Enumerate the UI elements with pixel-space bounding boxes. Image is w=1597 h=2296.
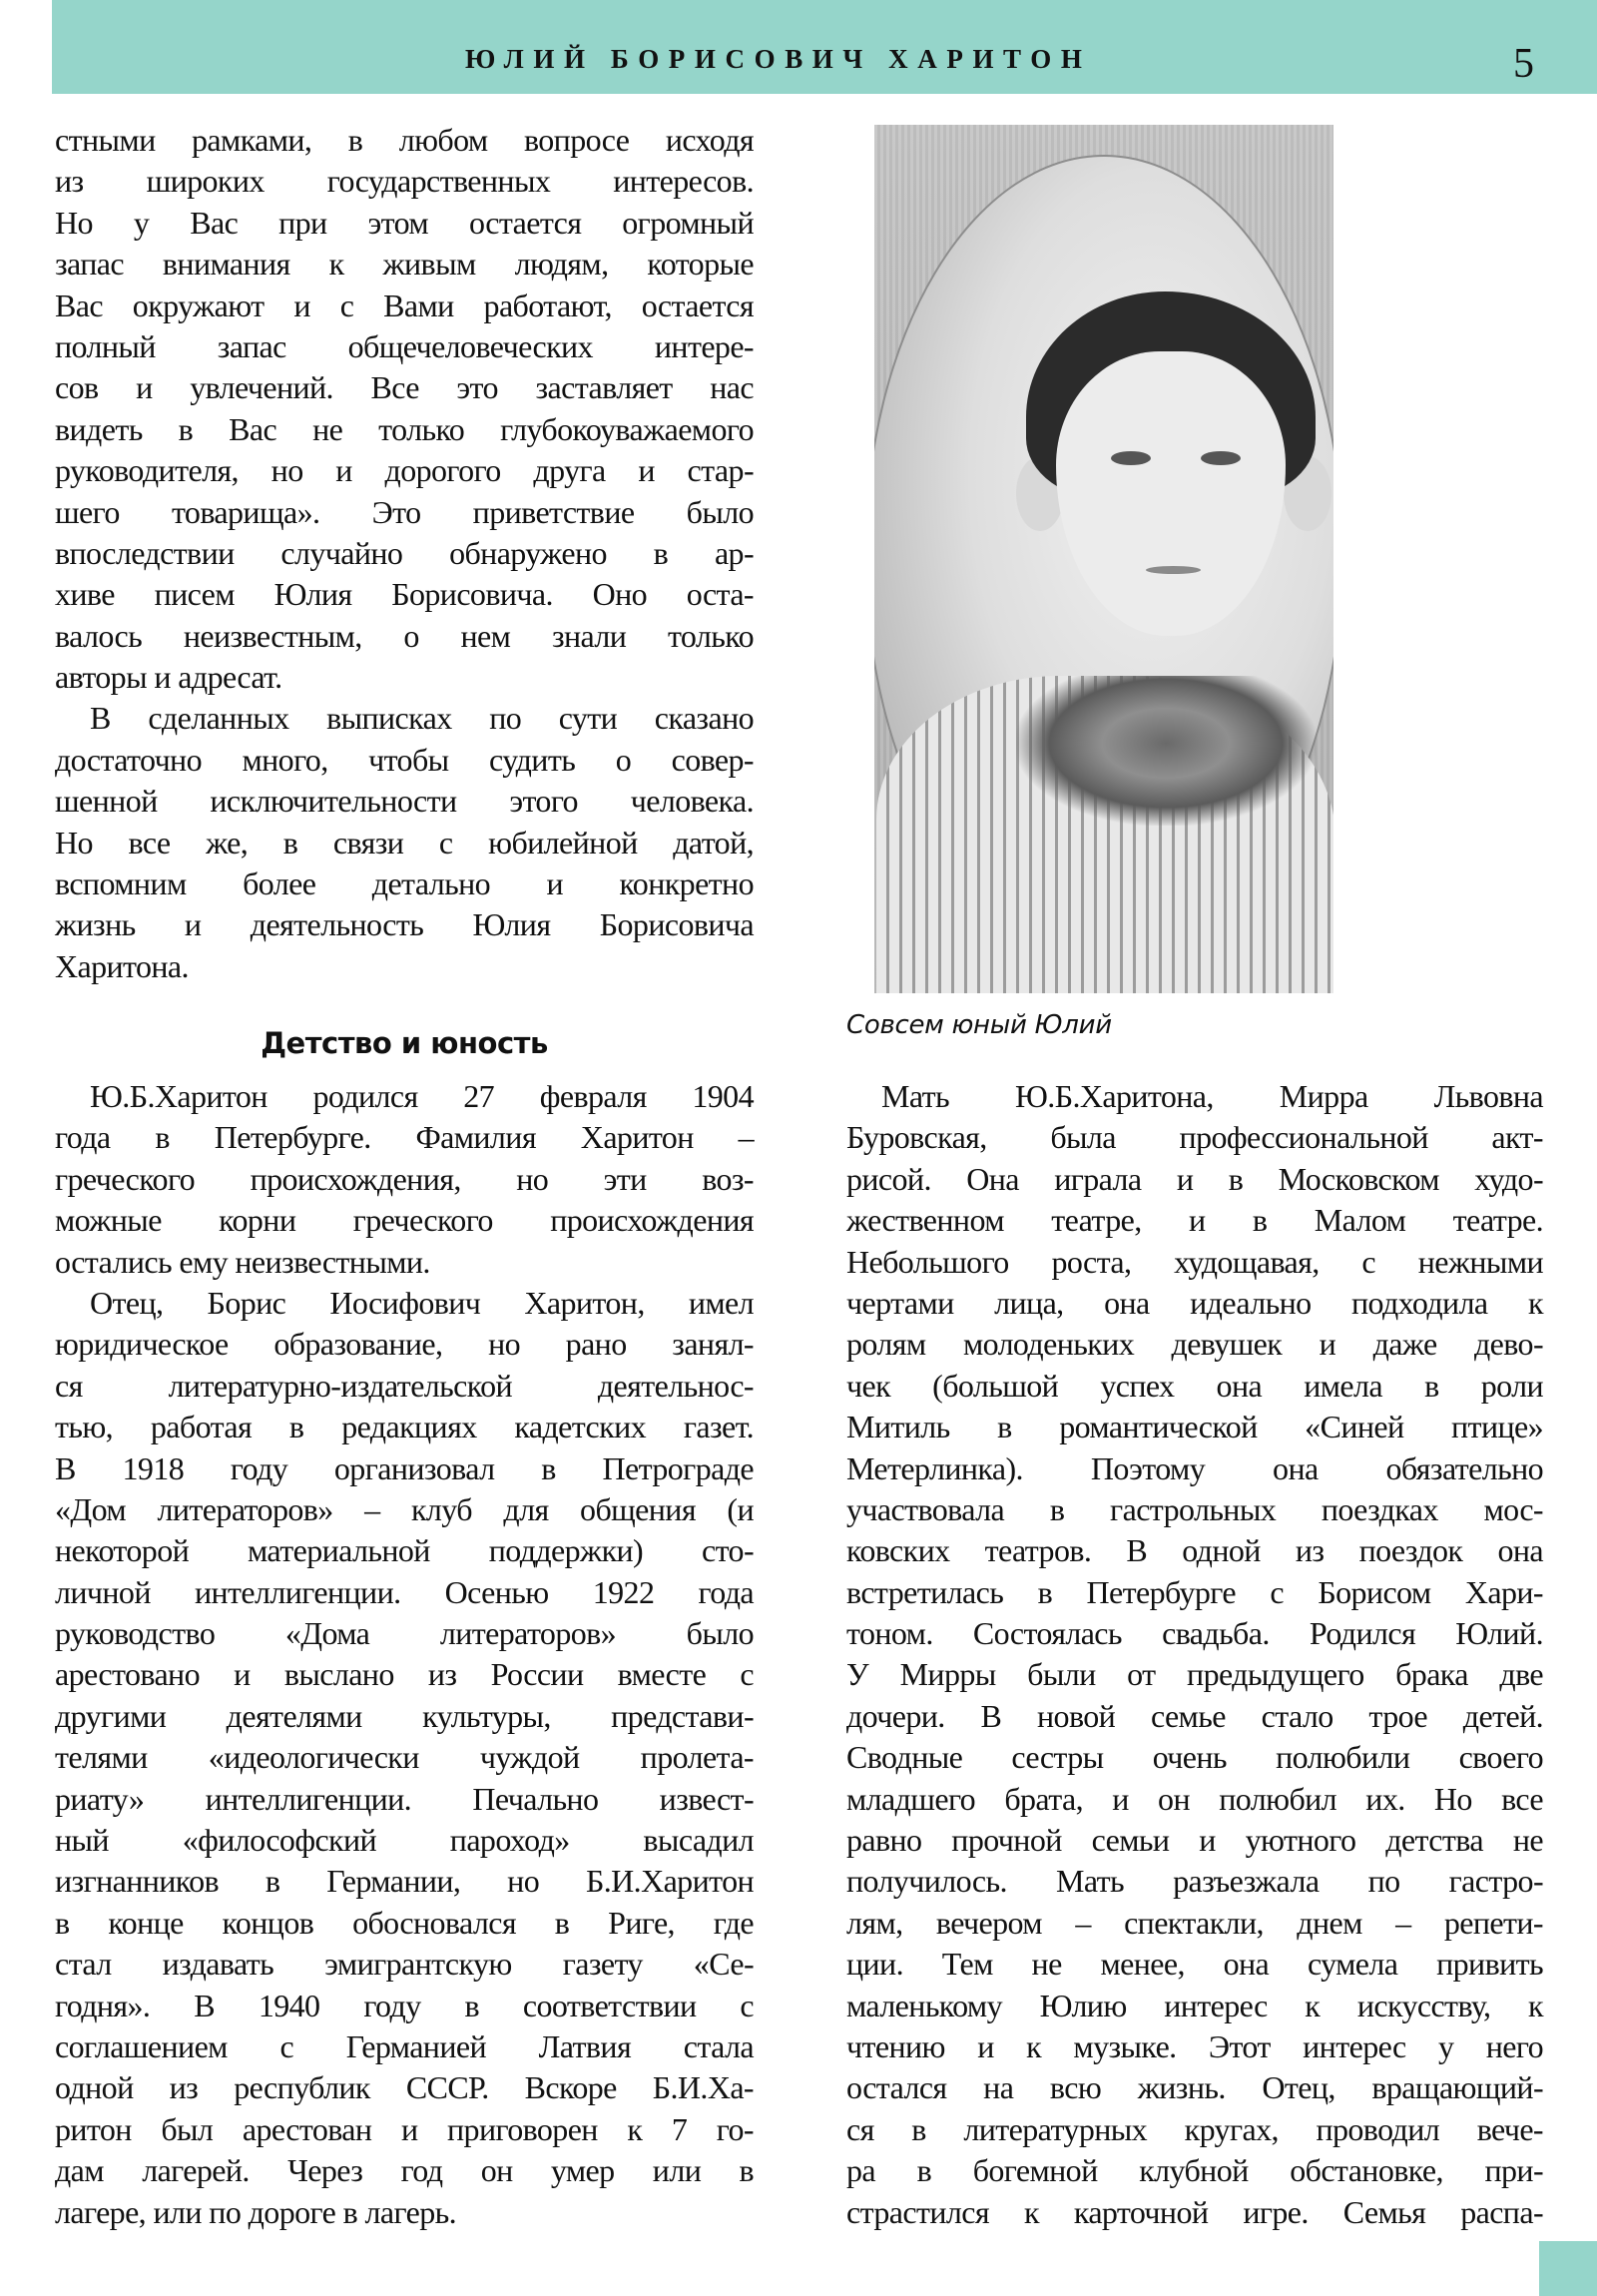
text-line: дочери. В новой семье стало трое детей. [846,1697,1543,1734]
text-line: шенной исключительности этого человека. [55,783,754,820]
text-line: Ю.Б.Харитон родился 27 февраля 1904 [90,1078,754,1114]
text-line: можные корни греческого происхождения [55,1202,754,1239]
eye [1111,451,1151,465]
text-line: арестовано и выслано из России вместе с [55,1656,754,1693]
text-line: лагере, или по дороге в лагерь. [55,2193,456,2230]
text-line: страстился к карточной игре. Семья распа- [846,2193,1543,2230]
text-line: ра в богемной клубной обстановке, при- [846,2152,1543,2189]
text-line: Мать Ю.Б.Харитона, Мирра Львовна [881,1078,1543,1114]
text-line: маленькому Юлию интерес к искусству, к [846,1987,1543,2023]
text-line: жественном театре, и в Малом театре. [846,1202,1543,1239]
mouth [1146,566,1201,574]
page-number: 5 [1513,41,1534,87]
text-line: в конце концов обосновался в Риге, где [55,1904,754,1941]
text-line: Отец, Борис Иосифович Харитон, имел [90,1284,754,1321]
text-line: тоном. Состоялась свадьба. Родился Юлий. [846,1615,1543,1652]
left-column-intro [55,120,754,987]
text-line: участвовала в гастрольных поездках мос- [846,1490,1543,1527]
text-line: ролям молоденьких девушек и даже дево- [846,1326,1543,1363]
text-line: чтению и к музыке. Этот интерес у него [846,2027,1543,2064]
text-line: изгнанников в Германии, но Б.И.Харитон [55,1863,754,1900]
text-line: «Дом литераторов» – клуб для общения (и [55,1490,754,1527]
text-line: жизнь и деятельность Юлия Борисовича [55,906,754,943]
text-line: личной интеллигенции. Осенью 1922 года [55,1573,754,1610]
bow-tie [1016,676,1316,826]
text-line: руководство «Дома литераторов» было [55,1615,754,1652]
text-line: видеть в Вас не только глубокоуважаемого [55,410,754,447]
text-line: младшего брата, и он полюбил их. Но все [846,1780,1543,1817]
text-line: шего товарища». Это приветствие было [55,493,754,530]
text-line: В сделанных выписках по сути сказано [90,700,754,737]
photo-oval-frame [874,155,1333,953]
text-line: хиве писем Юлия Борисовича. Оно оста- [55,576,754,613]
text-line: встретилась в Петербурге с Борисом Хари- [846,1573,1543,1610]
text-line: годня». В 1940 году в соответствии с [55,1987,754,2023]
text-line: дам лагерей. Через год он умер или в [55,2152,754,2189]
text-line: полный запас общечеловеческих интере- [55,327,754,364]
text-line: Буровская, была профессиональной акт- [846,1119,1543,1156]
left-column-section [55,1076,754,2233]
text-line: юридическое образование, но рано занял- [55,1326,754,1363]
text-line: валось неизвестным, о нем знали только [55,617,754,654]
text-line: сов и увлечений. Все это заставляет нас [55,369,754,406]
text-line: авторы и адресат. [55,659,282,696]
text-line: остались ему неизвестными. [55,1243,430,1280]
text-line: У Мирры были от предыдущего брака две [846,1656,1543,1693]
text-line: впоследствии случайно обнаружено в ар- [55,534,754,571]
text-line: запас внимания к живым людям, которые [55,246,754,283]
photo-caption: Совсем юный Юлий [846,1010,1112,1040]
text-line: тью, работая в редакциях кадетских газет. [55,1409,754,1445]
text-line: греческого происхождения, но эти воз- [55,1160,754,1197]
eye [1201,451,1241,465]
text-line: Харитона. [55,947,189,984]
text-line: одной из республик СССР. Вскоре Б.И.Ха- [55,2069,754,2106]
text-line: стал издавать эмигрантскую газету «Се- [55,1946,754,1983]
page-corner-tab [1539,2241,1597,2296]
text-line: лям, вечером – спектакли, днем – репети- [846,1904,1543,1941]
text-line: телями «идеологически чуждой пролета- [55,1739,754,1776]
text-line: Небольшого роста, худощавая, с нежными [846,1243,1543,1280]
text-line: рисой. Она играла и в Московском худо- [846,1160,1543,1197]
text-line: ный «философский пароход» высадил [55,1822,754,1859]
text-line: другими деятелями культуры, представи- [55,1697,754,1734]
text-line: Метерлинка). Поэтому она обязательно [846,1449,1543,1486]
text-line: ции. Тем не менее, она сумела привить [846,1946,1543,1983]
right-column-text [846,1076,1543,2233]
text-line: ковских театров. В одной из поездок она [846,1532,1543,1569]
text-line: В 1918 году организовал в Петрограде [55,1449,754,1486]
text-line: равно прочной семьи и уютного детства не [846,1822,1543,1859]
text-line: риату» интеллигенции. Печально извест- [55,1780,754,1817]
text-line: Сводные сестры очень полюбили своего [846,1739,1543,1776]
text-line: ритон был арестован и приговорен к 7 го- [55,2110,754,2147]
portrait-photo [874,125,1333,993]
text-line: некоторой материальной поддержки) сто- [55,1532,754,1569]
text-line: вспомним более детально и конкретно [55,865,754,902]
text-line: чек (большой успех она имела в роли [846,1367,1543,1404]
text-line: из широких государственных интересов. [55,163,754,200]
text-line: ся в литературных кругах, проводил вече- [846,2110,1543,2147]
text-line: соглашением с Германией Латвия стала [55,2027,754,2064]
running-title: ЮЛИЙ БОРИСОВИЧ ХАРИТОН [465,44,1092,74]
text-line: Вас окружают и с Вами работают, остается [55,287,754,323]
text-line: чертами лица, она идеально подходила к [846,1284,1543,1321]
face [1056,351,1286,636]
text-line: руководителя, но и дорогого друга и стар- [55,452,754,489]
text-line: остался на всю жизнь. Отец, вращающий- [846,2069,1543,2106]
text-line: ся литературно-издательской деятельнос- [55,1367,754,1404]
text-line: Митиль в романтической «Синей птице» [846,1409,1543,1445]
text-line: года в Петербурге. Фамилия Харитон – [55,1119,754,1156]
text-line: получилось. Мать разъезжала по гастро- [846,1863,1543,1900]
text-line: Но у Вас при этом остается огромный [55,204,754,241]
section-heading: Детство и юность [261,1026,548,1060]
text-line: достаточно много, чтобы судить о совер- [55,741,754,778]
text-line: стными рамками, в любом вопросе исходя [55,122,754,158]
text-line: Но все же, в связи с юбилейной датой, [55,824,754,861]
